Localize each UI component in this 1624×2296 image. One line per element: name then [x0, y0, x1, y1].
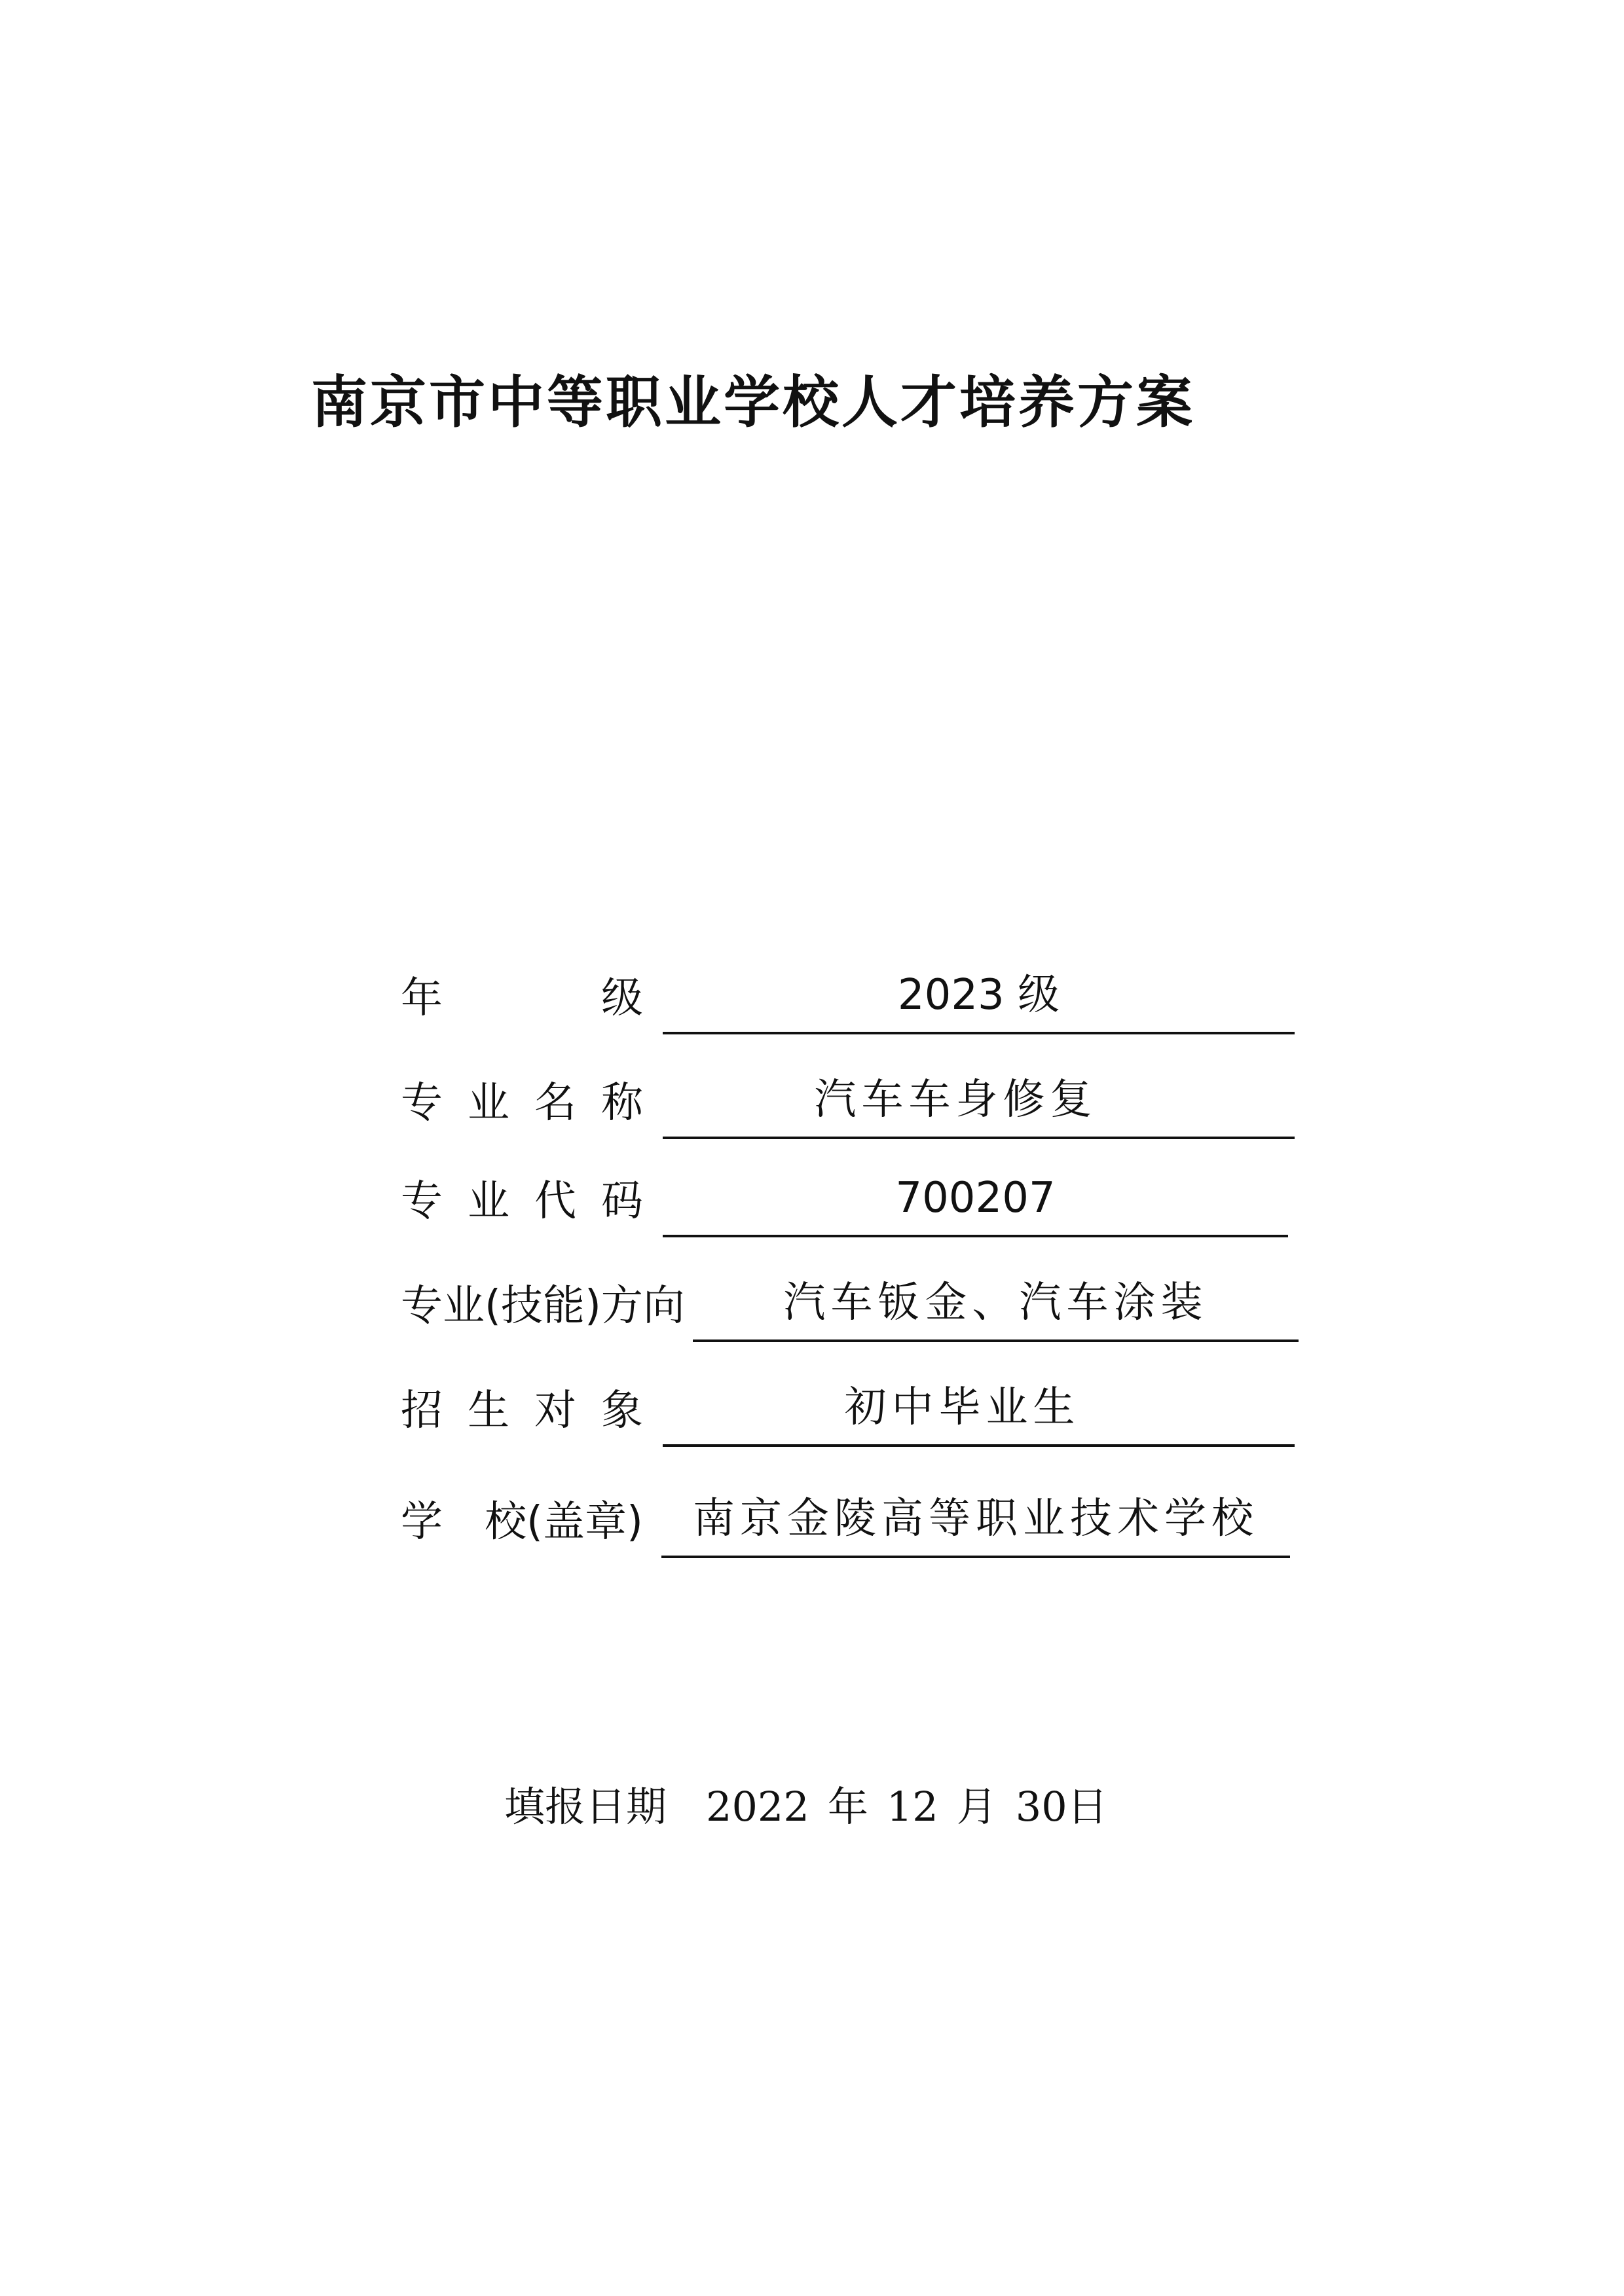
form-row-major-code [0, 1165, 1624, 1237]
label-char: 业 [468, 1079, 509, 1127]
form-row-specialization [0, 1270, 1624, 1342]
fill-date-month: 12 [886, 1783, 938, 1831]
field-value-major-code: 700207 [895, 1174, 1056, 1222]
form-row-school [0, 1486, 1624, 1558]
label-char: 专 [401, 1079, 443, 1127]
fill-date-year-unit: 年 [827, 1783, 868, 1831]
form-field-major-code [663, 1165, 1288, 1237]
form-row-grade [0, 962, 1624, 1034]
form-label-school [401, 1486, 643, 1558]
field-value-specialization: 汽车钣金、汽车涂装 [783, 1279, 1208, 1327]
form-field-grade [663, 962, 1295, 1034]
form-row-enrollment [0, 1375, 1624, 1447]
field-value-enrollment: 初中毕业生 [844, 1383, 1080, 1432]
form-label-enrollment [401, 1375, 643, 1447]
label-char: 级 [601, 974, 643, 1023]
fill-date-month-unit: 月 [956, 1783, 997, 1831]
form-field-specialization [693, 1270, 1299, 1342]
label-char: 年 [401, 974, 443, 1023]
form-label-major-code [401, 1165, 643, 1237]
fill-date-day-unit: 日 [1067, 1783, 1108, 1831]
form-field-school [661, 1486, 1290, 1558]
fill-date [504, 1774, 1108, 1840]
form-field-enrollment [663, 1375, 1295, 1447]
field-value-school: 南京金陵高等职业技术学校 [693, 1495, 1259, 1543]
fill-date-day: 30 [1015, 1783, 1067, 1831]
label-char: 专 [401, 1177, 443, 1226]
document-title: 南京市中等职业学校人才培养方案 [311, 370, 1195, 435]
label-char: 称 [601, 1079, 643, 1127]
fill-date-year: 2022 [706, 1783, 809, 1831]
label-char: 校(盖章) [485, 1498, 643, 1546]
label-char: 象 [601, 1387, 643, 1435]
form-label-major-name [401, 1067, 643, 1139]
fill-date-label: 填报日期 [504, 1783, 667, 1831]
form-field-major-name [663, 1067, 1295, 1139]
label-char: 业 [468, 1177, 509, 1226]
field-value-major-name: 汽车车身修复 [814, 1076, 1098, 1124]
label-text: 专业(技能)方向 [401, 1282, 685, 1330]
label-char: 招 [401, 1387, 443, 1435]
field-value-grade: 2023 级 [897, 971, 1060, 1019]
label-char: 对 [534, 1387, 576, 1435]
label-char: 码 [601, 1177, 643, 1226]
form-label-specialization [401, 1270, 685, 1342]
form-row-major-name [0, 1067, 1624, 1139]
label-char: 学 [401, 1498, 443, 1546]
form-label-grade [401, 962, 643, 1034]
label-char: 生 [468, 1387, 509, 1435]
label-char: 代 [534, 1177, 576, 1226]
label-char: 名 [534, 1079, 576, 1127]
